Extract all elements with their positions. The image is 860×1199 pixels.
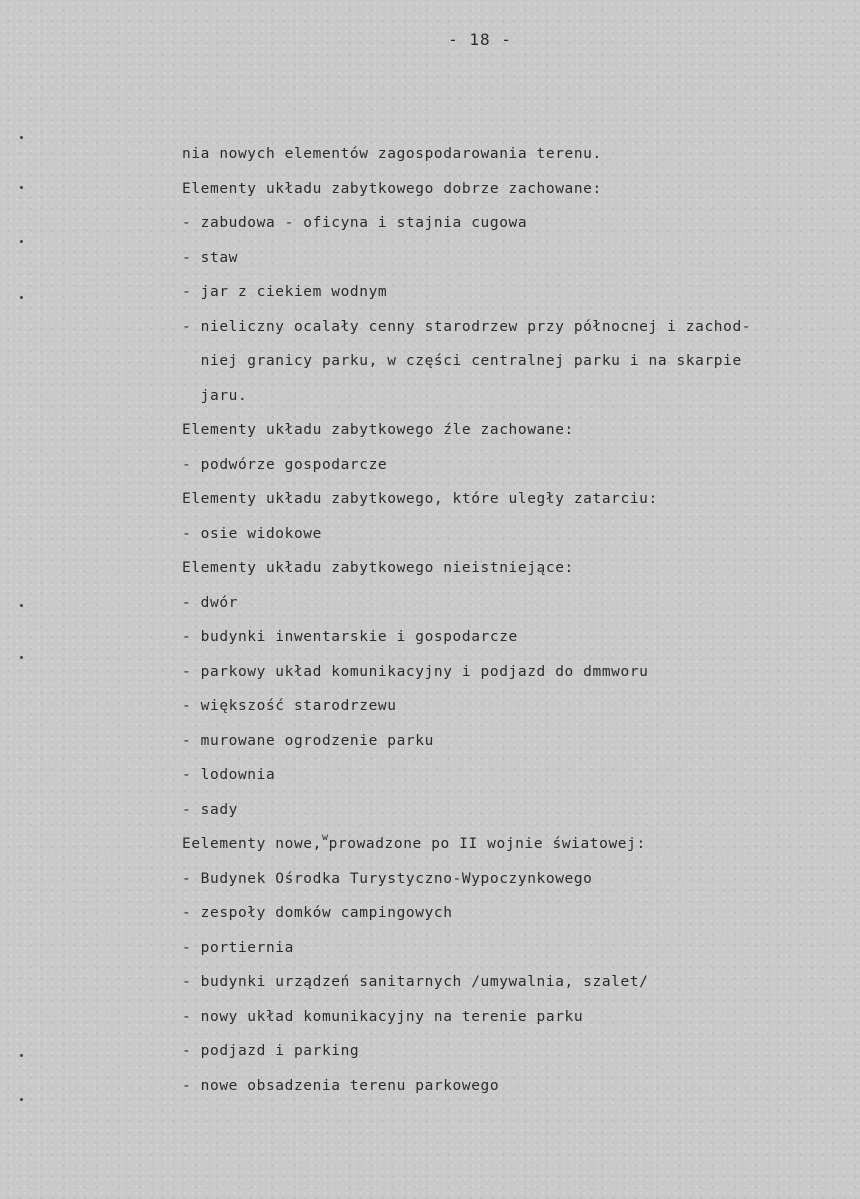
- list-item: - nowy układ komunikacyjny na terenie parku: [182, 1008, 584, 1025]
- list-item: - podjazd i parking: [182, 1043, 360, 1059]
- list-item: - osie widokowe: [182, 525, 322, 542]
- heading-part: Eelementy nowe,: [182, 836, 322, 852]
- margin-mark: [20, 604, 23, 607]
- list-item: - nieliczny ocalały cenny starodrzew przy północnej i zachod-: [182, 318, 752, 335]
- margin-mark: [20, 186, 23, 189]
- heading-part: prowadzone po II wojnie światowej:: [328, 836, 646, 852]
- list-item: - murowane ogrodzenie parku: [182, 732, 434, 749]
- list-item: - sady: [182, 801, 238, 818]
- document-body: [182, 137, 842, 1103]
- list-item: - dwór: [182, 594, 238, 611]
- list-item: - staw: [182, 249, 238, 266]
- margin-mark: [20, 136, 23, 139]
- section-heading: Elementy układu zabytkowego źle zachowane:: [182, 422, 574, 438]
- list-item: - lodownia: [182, 767, 276, 783]
- section-heading: Elementy układu zabytkowego nieistniejące:: [182, 560, 574, 576]
- margin-mark: [20, 656, 23, 659]
- list-item: - Budynek Ośrodka Turystyczno-Wypoczynkowego: [182, 870, 593, 887]
- list-item: - budynki urządzeń sanitarnych /umywalnia, szalet/: [182, 974, 649, 990]
- list-item: - jar z ciekiem wodnym: [182, 284, 388, 300]
- page-number: - 18 -: [448, 30, 512, 49]
- margin-mark: [20, 296, 23, 299]
- list-item-continuation: niej granicy parku, w części centralnej parku i na skarpie: [182, 353, 742, 369]
- margin-mark: [20, 1054, 23, 1057]
- section-heading: [182, 827, 842, 862]
- superscript-insertion: w: [321, 832, 329, 843]
- text-line: nia nowych elementów zagospodarowania terenu.: [182, 146, 602, 162]
- list-item: - budynki inwentarskie i gospodarcze: [182, 629, 518, 645]
- list-item: - zespoły domków campingowych: [182, 905, 453, 921]
- section-heading: Elementy układu zabytkowego dobrze zachowane:: [182, 180, 602, 197]
- list-item: - parkowy układ komunikacyjny i podjazd do dmmworu: [182, 663, 649, 680]
- margin-mark: [20, 1098, 23, 1101]
- list-item: - nowe obsadzenia terenu parkowego: [182, 1077, 500, 1094]
- margin-mark: [20, 240, 23, 243]
- list-item-continuation: jaru.: [182, 387, 248, 404]
- list-item: - większość starodrzewu: [182, 698, 397, 714]
- section-heading: Elementy układu zabytkowego, które uległy zatarciu:: [182, 491, 658, 507]
- list-item: - zabudowa - oficyna i stajnia cugowa: [182, 215, 528, 231]
- list-item: - portiernia: [182, 939, 294, 956]
- list-item: - podwórze gospodarcze: [182, 456, 388, 473]
